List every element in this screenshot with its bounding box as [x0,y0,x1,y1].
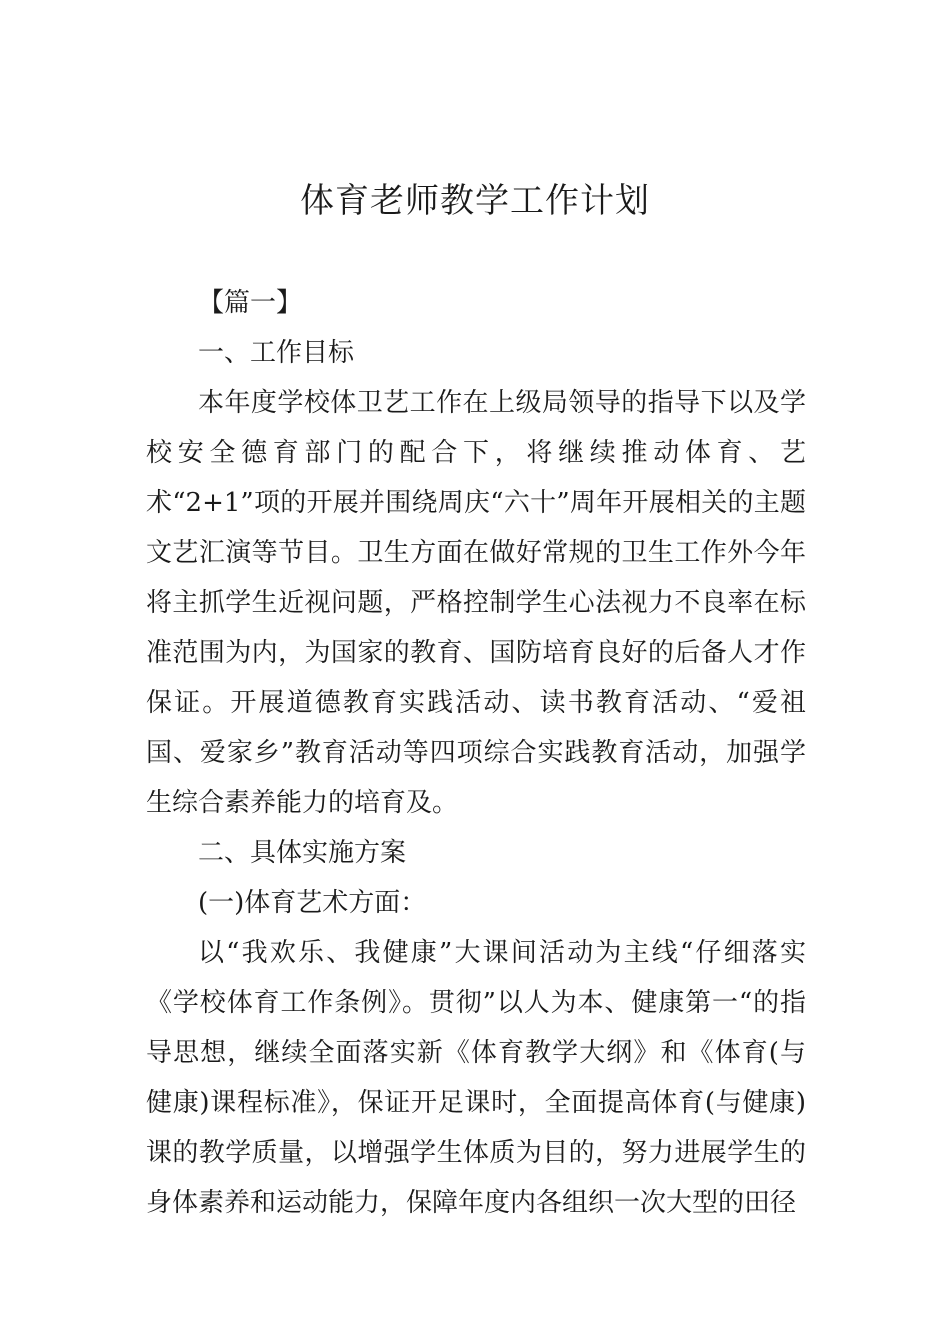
paragraph-sports-arts: 以“我欢乐、我健康”大课间活动为主线“仔细落实《学校体育工作条例》。贯彻”以人为本、健康第一“的指导思想，继续全面落实新《体育教学大纲》和《体育(与健康)课程标准》，保证开足课时，全面提高体育(与健康)课的教学质量，以增强学生体质为目的，努力进展学生的身体素养和运动能力，保障年度内各组织一次大型的田径 [146,938,806,1218]
paragraph-work-goals: 本年度学校体卫艺工作在上级局领导的指导下以及学校安全德育部门的配合下，将继续推动体育、艺术“2+1”项的开展并围绕周庆“六十”周年开展相关的主题文艺汇演等节目。卫生方面在做好常规的卫生工作外今年将主抓学生近视问题，严格控制学生心法视力不良率在标准范围为内，为国家的教育、国防培育良好的后备人才作保证。开展道德教育实践活动、读书教育活动、“爱祖国、爱家乡”教育活动等四项综合实践教育活动，加强学生综合素养能力的培育及。 [146,388,806,818]
document-body [146,278,806,1228]
heading-implementation-plan: 二、具体实施方案 [198,838,407,868]
subheading-sports-arts: (一)体育艺术方面： [198,888,427,918]
document-title: 体育老师教学工作计划 [300,181,650,221]
heading-work-goals: 一、工作目标 [198,338,355,368]
section-label: 【篇一】 [198,288,303,318]
